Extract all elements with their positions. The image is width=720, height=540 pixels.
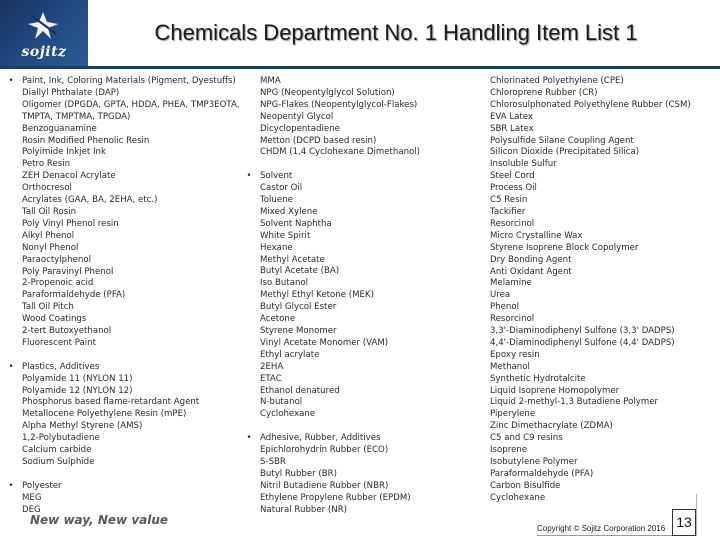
list-item: Neopentyl Glycol [260, 111, 334, 122]
list-item: Poly Vinyl Phenol resin [22, 218, 119, 229]
list-item: Styrene Isoprene Block Copolymer [490, 242, 639, 253]
list-item: Metton (DCPD based resin) [260, 135, 377, 146]
list-item: MEG [22, 492, 42, 503]
list-item: Epoxy resin [490, 349, 540, 360]
list-item: Nitril Butadiene Rubber (NBR) [260, 480, 389, 491]
list-item: Isoprene [490, 445, 528, 456]
section-heading: Plastics, Additives [22, 361, 100, 372]
list-item: Methanol [490, 361, 530, 372]
logo-text: sojitz [21, 44, 67, 60]
list-item: Liquid 2-methyl-1,3 Butadiene Polymer [490, 397, 659, 408]
item-column-2 [244, 76, 474, 517]
footer-underline [537, 535, 672, 536]
list-item: Chloroprene Rubber (CR) [490, 87, 598, 98]
list-item: C5 Resin [490, 195, 528, 206]
list-item: Methyl Acetate [260, 254, 325, 265]
list-item: Liquid Isoprene Homopolymer [490, 385, 620, 396]
list-item: Urea [490, 290, 511, 301]
bullet: • [8, 361, 14, 372]
list-item: Butyl Acetate (BA) [260, 266, 340, 277]
section-polyester [6, 481, 246, 517]
list-item: MMA [260, 76, 281, 86]
list-item: CHDM (1,4 Cyclohexane Dimethanol) [260, 147, 421, 158]
list-item: Cyclohexane [260, 409, 316, 420]
section-gap [6, 350, 246, 362]
sojitz-logo [0, 0, 88, 68]
list-item: Ethylene Propylene Rubber (EPDM) [260, 492, 411, 503]
section-gap [244, 159, 474, 171]
list-item: 2-Propenoic acid [22, 278, 94, 289]
list-item: Petro Resin [22, 159, 71, 170]
list-item: C5 and C9 resins [490, 433, 563, 444]
page-title: Chemicals Department No. 1 Handling Item List 1 [154, 20, 638, 45]
list-item: Chlorinated Polyethylene (CPE) [490, 76, 624, 86]
list-item: Cyclohexane [490, 492, 546, 503]
list-item: Ethanol denatured [260, 385, 340, 396]
list-item: NPG (Neopentylglycol Solution) [260, 87, 395, 98]
logo-star-icon [26, 10, 60, 40]
list-item: Phenol [490, 302, 520, 313]
list-item: Polysulfide Silane Coupling Agent [490, 135, 634, 146]
list-item: Piperylene [490, 409, 536, 420]
section-continued-rubber-additives [490, 76, 720, 505]
list-item: Poly Paravinyl Phenol [22, 266, 114, 277]
list-item: Butyl Rubber (BR) [260, 468, 337, 479]
list-item: Carbon Bisulfide [490, 480, 561, 491]
list-item: NPG-Flakes (Neopentylglycol-Flakes) [260, 99, 418, 110]
copyright-notice: Copyright © Sojitz Corporation 2016 [537, 524, 666, 533]
bullet: • [246, 171, 252, 182]
section-continued-monomers [244, 76, 474, 159]
list-item: Sodium Sulphide [22, 456, 95, 467]
list-item: Calcium carbide [22, 445, 92, 456]
list-item: Tall Oil Pitch [22, 302, 74, 313]
list-item: Fluorescent Paint [22, 337, 96, 348]
list-item: Hexane [260, 242, 293, 253]
list-item: Tackifier [490, 206, 526, 217]
page-number: 13 [672, 509, 696, 536]
list-item: Resorcinol [490, 218, 535, 229]
section-solvent [244, 171, 474, 421]
slide-header [0, 0, 720, 68]
list-item: Ethyl acrylate [260, 349, 320, 360]
list-item: TMPTA, TMPTMA, TPGDA) [22, 111, 131, 122]
header-divider [0, 66, 720, 69]
list-item: 2-tert Butoxyethanol [22, 326, 112, 337]
section-plastics [6, 362, 246, 469]
list-item: Nonyl Phenol [22, 242, 79, 253]
list-item: Castor Oil [260, 183, 303, 194]
list-item: SBR Latex [490, 123, 534, 134]
list-item: Phosphorus based flame-retardant Agent [22, 397, 200, 408]
list-item: Orthocresol [22, 183, 72, 194]
list-item: Natural Rubber (NR) [260, 504, 348, 515]
list-item: Paraoctylphenol [22, 254, 91, 265]
list-item: Vinyl Acetate Monomer (VAM) [260, 337, 389, 348]
list-item: Isobutylene Polymer [490, 457, 578, 467]
footer-slogan: New way, New value [30, 513, 169, 527]
list-item: 2EHA [260, 361, 284, 372]
list-item: ZEH Denacol Acrylate [22, 171, 116, 182]
list-item: Epichlorohydrin Rubber (ECO) [260, 445, 389, 456]
list-item: Styrene Monomer [260, 326, 337, 337]
list-item: S-SBR [260, 456, 286, 467]
list-item: Zinc Dimethacrylate (ZDMA) [490, 421, 613, 432]
list-item: Metallocene Polyethylene Resin (mPE) [22, 409, 187, 420]
bullet: • [8, 480, 14, 491]
list-item: Melamine [490, 278, 532, 289]
bullet: • [8, 76, 14, 86]
list-item: 3,3'-Diaminodiphenyl Sulfone (3,3' DADPS) [490, 326, 675, 337]
list-item: Paraformaldehyde (PFA) [490, 468, 594, 479]
list-item: DEG [22, 504, 41, 515]
list-item: Alpha Methyl Styrene (AMS) [22, 421, 143, 432]
list-item: Polyamide 11 (NYLON 11) [22, 373, 133, 384]
list-item: Insoluble Sulfur [490, 159, 557, 170]
list-item: Silicon Dioxide (Precipitated Silica) [490, 147, 640, 158]
section-gap [6, 469, 246, 481]
list-item: Acrylates (GAA, BA, 2EHA, etc.) [22, 195, 158, 206]
list-item: N-butanol [260, 397, 303, 408]
list-item: EVA Latex [490, 111, 534, 122]
list-item: Toluene [260, 195, 293, 206]
list-item: Anti Oxidant Agent [490, 266, 572, 277]
section-paint-ink [6, 76, 246, 350]
list-item: Acetone [260, 314, 296, 325]
list-item: Chlorosulphonated Polyethylene Rubber (CSM) [490, 99, 691, 110]
bullet: • [246, 433, 252, 444]
list-item: Methyl Ethyl Ketone (MEK) [260, 290, 374, 301]
list-item: 4,4'-Diaminodiphenyl Sulfone (4,4' DADPS) [490, 337, 675, 348]
list-item: Process Oil [490, 183, 537, 194]
list-item: Tall Oil Rosin [22, 206, 77, 217]
section-heading: Solvent [260, 171, 293, 182]
list-item: White Spirit [260, 230, 311, 241]
section-heading: Adhesive, Rubber, Additives [260, 433, 381, 444]
list-item: Rosin Modified Phenolic Resin [22, 135, 150, 146]
list-item: Alkyl Phenol [22, 230, 75, 241]
section-adhesive-rubber [244, 433, 474, 516]
item-column-3 [490, 76, 720, 505]
list-item: Oligomer (DPGDA, GPTA, HDDA, PHEA, TMP3EOTA, [22, 99, 240, 110]
list-item: Mixed Xylene [260, 206, 318, 217]
footer-divider [696, 494, 697, 536]
list-item: ETAC [260, 373, 282, 384]
item-column-1 [6, 76, 246, 517]
list-item: Diallyl Phthalate (DAP) [22, 87, 120, 98]
list-item: Benzoguanamine [22, 123, 97, 134]
list-item: Iso Butanol [260, 278, 309, 289]
list-item: Resorcinol [490, 314, 535, 325]
list-item: Butyl Glycol Ester [260, 302, 337, 313]
section-heading: Polyester [22, 480, 62, 491]
section-gap [244, 421, 474, 433]
list-item: Dicyclopentadiene [260, 123, 340, 134]
list-item: Wood Coatings [22, 314, 87, 325]
section-heading: Paint, Ink, Coloring Materials (Pigment, Dyestuffs) [22, 76, 236, 86]
list-item: Polyimide Inkjet Ink [22, 147, 106, 158]
list-item: Synthetic Hydrotalcite [490, 373, 586, 384]
list-item: Steel Cord [490, 171, 535, 182]
list-item: Solvent Naphtha [260, 218, 332, 229]
list-item: Dry Bonding Agent [490, 254, 572, 265]
list-item: 1,2-Polybutadiene [22, 433, 100, 444]
list-item: Polyamide 12 (NYLON 12) [22, 385, 133, 396]
list-item: Micro Crystalline Wax [490, 230, 583, 241]
list-item: Paraformaldehyde (PFA) [22, 290, 126, 301]
